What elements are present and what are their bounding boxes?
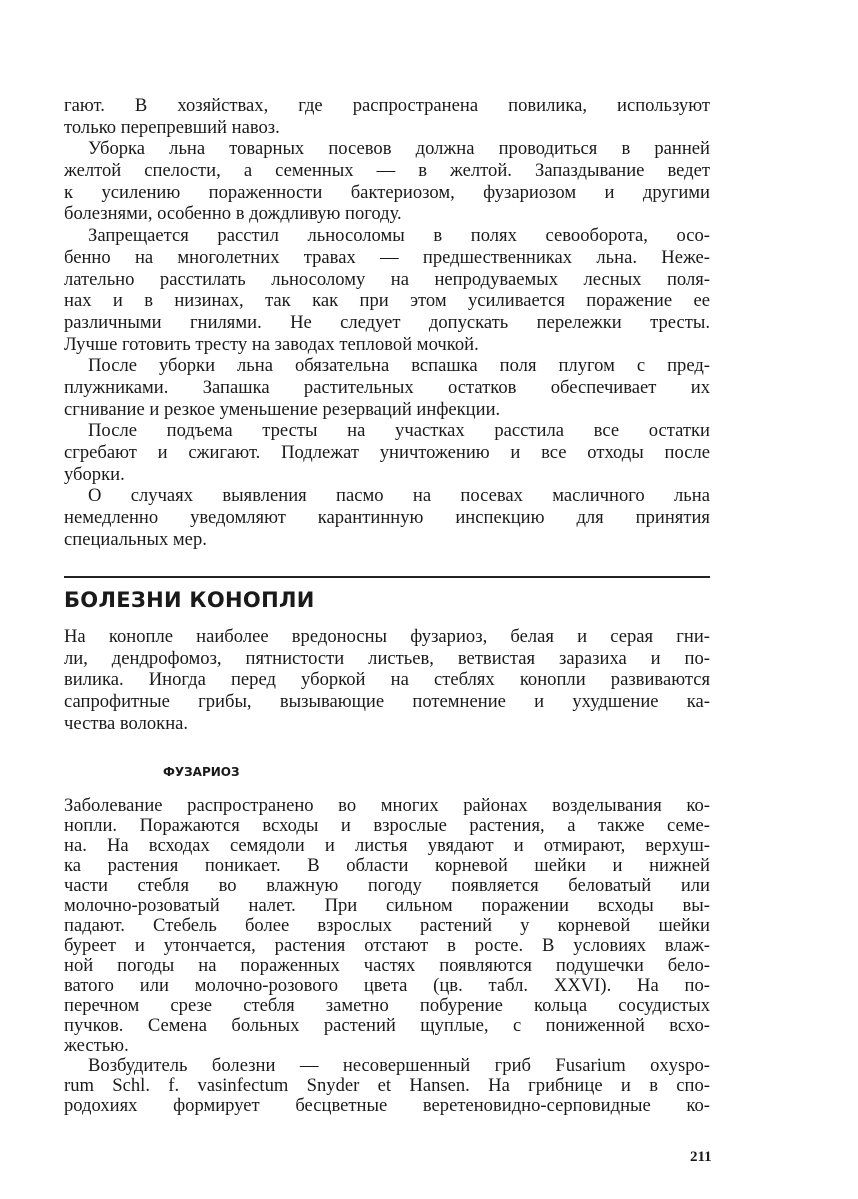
text-line: к усилению пораженности бактериозом, фузариозом и другими: [64, 181, 710, 203]
text-line: ватого или молочно-розового цвета (цв. табл. XXVI). На по-: [64, 975, 710, 996]
text-block-flax-harvest: [64, 95, 710, 550]
subsection-heading: ФУЗАРИОЗ: [163, 765, 240, 779]
text-line: буреет и утончается, растения отстают в росте. В условиях влаж-: [64, 935, 710, 956]
text-line: На конопле наиболее вредоносны фузариоз, белая и серая гни-: [64, 626, 710, 647]
text-line: родохиях формирует бесцветные веретеновидно-серповидные ко-: [64, 1095, 710, 1116]
text-line: желтой спелости, а семенных — в желтой. Запаздывание ведет: [64, 160, 710, 182]
text-line: вилика. Иногда перед уборкой на стеблях конопли развиваются: [64, 669, 710, 691]
text-line: бенно на многолетних травах — предшественниках льна. Неже-: [64, 246, 710, 268]
text-line: различными гнилями. Не следует допускать перележки тресты.: [64, 311, 710, 333]
text-line: ной погоды на пораженных частях появляются подушечки бело-: [64, 955, 710, 976]
text-line: После подъема тресты на участках расстила все остатки: [88, 420, 710, 442]
text-line: только перепревший навоз.: [64, 116, 280, 138]
section-divider: [64, 576, 710, 578]
text-line: нах и в низинах, так как при этом усиливается поражение ее: [64, 290, 710, 312]
page-number: 211: [690, 1149, 712, 1165]
text-line: гают. В хозяйствах, где распространена повилика, используют: [64, 95, 710, 116]
text-block-hemp-intro: [64, 626, 710, 734]
text-line: Уборка льна товарных посевов должна проводиться в ранней: [88, 138, 710, 160]
text-block-fusarium: [64, 796, 710, 1116]
text-line: rum Schl. f. vasinfectum Snyder et Hansen. На грибнице и в спо-: [64, 1075, 710, 1096]
text-line: жестью.: [64, 1035, 129, 1056]
text-line: падают. Стебель более взрослых растений у корневой шейки: [64, 915, 710, 936]
text-line: чества волокна.: [64, 712, 189, 734]
text-line: нопли. Поражаются всходы и взрослые растения, а также семе-: [64, 815, 710, 836]
text-line: части стебля во влажную погоду появляется беловатый или: [64, 875, 710, 896]
text-line: ли, дендрофомоз, пятнистости листьев, ветвистая заразиха и по-: [64, 647, 710, 669]
text-line: перечном срезе стебля заметно побурение кольца сосудистых: [64, 995, 710, 1016]
text-line: Возбудитель болезни — несовершенный гриб Fusarium oxyspo-: [88, 1055, 710, 1076]
text-line: специальных мер.: [64, 528, 207, 550]
text-line: на. На всходах семядоли и листья увядают и отмирают, верхуш-: [64, 835, 710, 856]
text-line: Запрещается расстил льносоломы в полях севооборота, осо-: [88, 225, 710, 247]
text-line: сапрофитные грибы, вызывающие потемнение и ухудшение ка-: [64, 691, 710, 713]
text-line: Заболевание распространено во многих районах возделывания ко-: [64, 795, 710, 816]
text-line: плужниками. Запашка растительных остатков обеспечивает их: [64, 376, 710, 398]
text-line: лательно расстилать льносолому на непродуваемых лесных поля-: [64, 268, 710, 290]
section-heading: БОЛЕЗНИ КОНОПЛИ: [64, 588, 315, 612]
text-line: О случаях выявления пасмо на посевах масличного льна: [88, 485, 710, 507]
text-line: болезнями, особенно в дождливую погоду.: [64, 203, 402, 225]
text-line: После уборки льна обязательна вспашка поля плугом с пред-: [88, 355, 710, 377]
text-line: Лучше готовить тресту на заводах тепловой мочкой.: [64, 333, 479, 355]
text-line: сгребают и сжигают. Подлежат уничтожению и все отходы после: [64, 442, 710, 463]
text-line: уборки.: [64, 463, 125, 485]
text-line: немедленно уведомляют карантинную инспекцию для принятия: [64, 507, 710, 529]
text-line: молочно-розоватый налет. При сильном поражении всходы вы-: [64, 895, 710, 916]
text-line: ка растения поникает. В области корневой шейки и нижней: [64, 855, 710, 876]
text-line: пучков. Семена больных растений щуплые, с пониженной всхо-: [64, 1015, 710, 1036]
text-line: сгнивание и резкое уменьшение резерваций инфекции.: [64, 398, 501, 420]
